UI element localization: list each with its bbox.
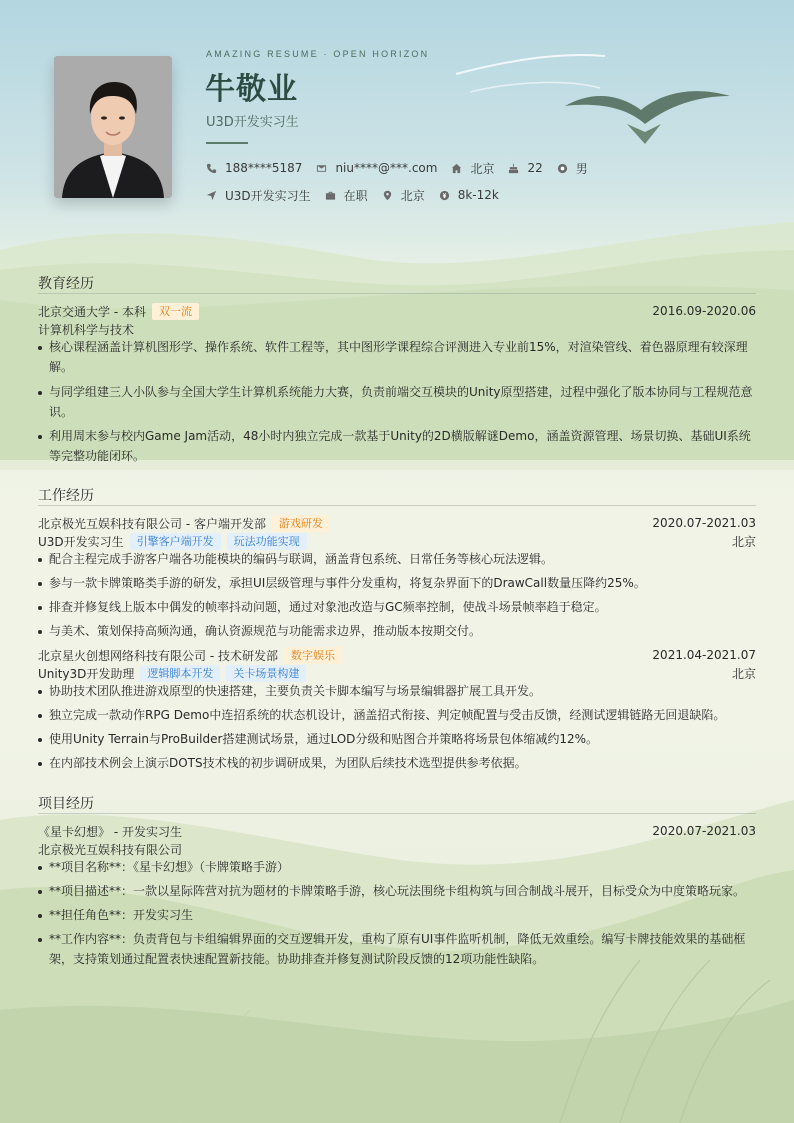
project-bullet: **工作内容**：负责背包与卡组编辑界面的交互逻辑开发，重构了原有UI事件监听机制，降低无效重绘。编写卡牌技能效果的基础框架，支持策划通过配置表快速配置新技能。协助排查并修复测试阶段反馈的12项功能性缺陷。 (38, 930, 756, 969)
education-date: 2016.09-2020.06 (652, 304, 756, 318)
phone-info (206, 161, 302, 175)
company-name: 北京极光互娱科技有限公司 - 客户端开发部 (38, 516, 266, 531)
intent-position (206, 187, 311, 204)
intent-status-text: 在职 (343, 188, 368, 203)
project-date: 2020.07-2021.03 (652, 824, 756, 838)
contact-row (206, 159, 602, 177)
job-bullet: 在内部技术例会上演示DOTS技术栈的初步调研成果，为团队后续技术选型提供参考依据。 (38, 754, 756, 774)
phone-text: 188****5187 (225, 161, 303, 175)
job-role: Unity3D开发助理 (38, 666, 135, 681)
role-tag: 引擎客户端开发 (130, 533, 221, 550)
job-bullet: 排查并修复线上版本中偶发的帧率抖动问题，通过对象池改造与GC频率控制，使战斗场景帧率趋于稳定。 (38, 598, 756, 618)
work-section-title: 工作经历 (38, 488, 94, 504)
location-pin-icon (382, 190, 393, 201)
bird-icon (565, 84, 731, 146)
education-divider (38, 293, 756, 294)
job-bullet: 与美术、策划保持高频沟通，确认资源规范与功能需求边界，推动版本按期交付。 (38, 622, 756, 642)
age-info (508, 161, 542, 175)
job-role: U3D开发实习生 (38, 534, 124, 549)
job-header (38, 646, 756, 664)
home-text: 北京 (470, 161, 495, 176)
job-city: 北京 (731, 534, 756, 549)
project-name: 《星卡幻想》 - 开发实习生 (38, 824, 182, 839)
home-icon (451, 163, 462, 174)
gender-icon (557, 163, 568, 174)
intent-city-text: 北京 (400, 188, 425, 203)
job-city: 北京 (731, 666, 756, 681)
major-text: 计算机科学与技术 (38, 322, 135, 337)
age-text: 22 (527, 161, 543, 175)
candidate-name: 牛敬业 (205, 72, 298, 107)
role-tag: 关卡场景构建 (226, 665, 306, 682)
header-overline: AMAZING RESUME · OPEN HORIZON (206, 49, 430, 59)
education-bullet: 核心课程涵盖计算机图形学、操作系统、软件工程等，其中图形学课程综合评测进入专业前15%，对渲染管线、着色器原理有较深理解。 (38, 338, 756, 377)
email-text: niu****@***.com (335, 161, 438, 175)
job-bullet: 使用Unity Terrain与ProBuilder搭建测试场景，通过LOD分级和贴图合并策略将场景包体缩减约12%。 (38, 730, 756, 750)
education-header (38, 302, 756, 320)
title-divider (206, 142, 248, 144)
job-intent-row (206, 186, 513, 204)
job-title: U3D开发实习生 (206, 115, 299, 130)
company-name: 北京星火创想网络科技有限公司 - 技术研发部 (38, 648, 278, 663)
intent-status (325, 187, 368, 204)
job-bullet: 参与一款卡牌策略类手游的研发，承担UI层级管理与事件分发重构，将复杂界面下的DrawCall数量压降约25%。 (38, 574, 756, 594)
project-header (38, 822, 756, 840)
education-bullet: 利用周末参与校内Game Jam活动，48小时内独立完成一款基于Unity的2D横版解谜Demo，涵盖资源管理、场景切换、基础UI系统等完整功能闭环。 (38, 427, 756, 466)
intent-salary-text: 8k-12k (457, 188, 499, 202)
education-bullet: 与同学组建三人小队参与全国大学生计算机系统能力大赛，负责前端交互模块的Unity原型搭建，过程中强化了版本协同与工程规范意识。 (38, 383, 756, 422)
intent-salary (439, 188, 499, 202)
project-company: 北京极光互娱科技有限公司 (38, 842, 183, 857)
salary-icon (439, 190, 450, 201)
education-major (38, 320, 756, 338)
job-bullet: 独立完成一款动作RPG Demo中连招系统的状态机设计，涵盖招式衔接、判定帧配置与受击反馈，经测试逻辑链路无回退缺陷。 (38, 706, 756, 726)
email-info (316, 161, 437, 175)
cake-icon (508, 163, 519, 174)
mail-icon (316, 163, 327, 174)
home-info (451, 160, 494, 177)
work-divider (38, 505, 756, 506)
send-icon (206, 190, 217, 201)
job-role-line (38, 532, 756, 550)
intent-city (382, 187, 425, 204)
intent-position-text: U3D开发实习生 (225, 188, 311, 203)
job-bullet: 协助技术团队推进游戏原型的快速搭建，主要负责关卡脚本编写与场景编辑器扩展工具开发。 (38, 682, 756, 702)
project-section-title: 项目经历 (38, 796, 94, 812)
education-section-title: 教育经历 (38, 276, 94, 292)
briefcase-icon (325, 190, 336, 201)
gender-info (557, 160, 588, 177)
project-company-line (38, 840, 756, 858)
job-header (38, 514, 756, 532)
gender-text: 男 (575, 161, 588, 176)
company-tag: 游戏研发 (272, 515, 330, 532)
job-date: 2020.07-2021.03 (652, 516, 756, 530)
role-tag: 玩法功能实现 (227, 533, 307, 550)
school-tag: 双一流 (152, 303, 199, 320)
job-role-line (38, 664, 756, 682)
project-bullet: **项目描述**：一款以星际阵营对抗为题材的卡牌策略手游，核心玩法围绕卡组构筑与回合制战斗展开，目标受众为中度策略玩家。 (38, 882, 756, 902)
job-bullet: 配合主程完成手游客户端各功能模块的编码与联调，涵盖背包系统、日常任务等核心玩法逻辑。 (38, 550, 756, 570)
phone-icon (206, 163, 217, 174)
profile-photo (54, 56, 172, 198)
company-tag: 数字娱乐 (284, 647, 342, 664)
job-date: 2021.04-2021.07 (652, 648, 756, 662)
project-divider (38, 813, 756, 814)
role-tag: 逻辑脚本开发 (140, 665, 220, 682)
school-name: 北京交通大学 - 本科 (38, 304, 146, 319)
project-bullet: **担任角色**：开发实习生 (38, 906, 756, 926)
project-bullet: **项目名称**：《星卡幻想》（卡牌策略手游） (38, 858, 756, 878)
